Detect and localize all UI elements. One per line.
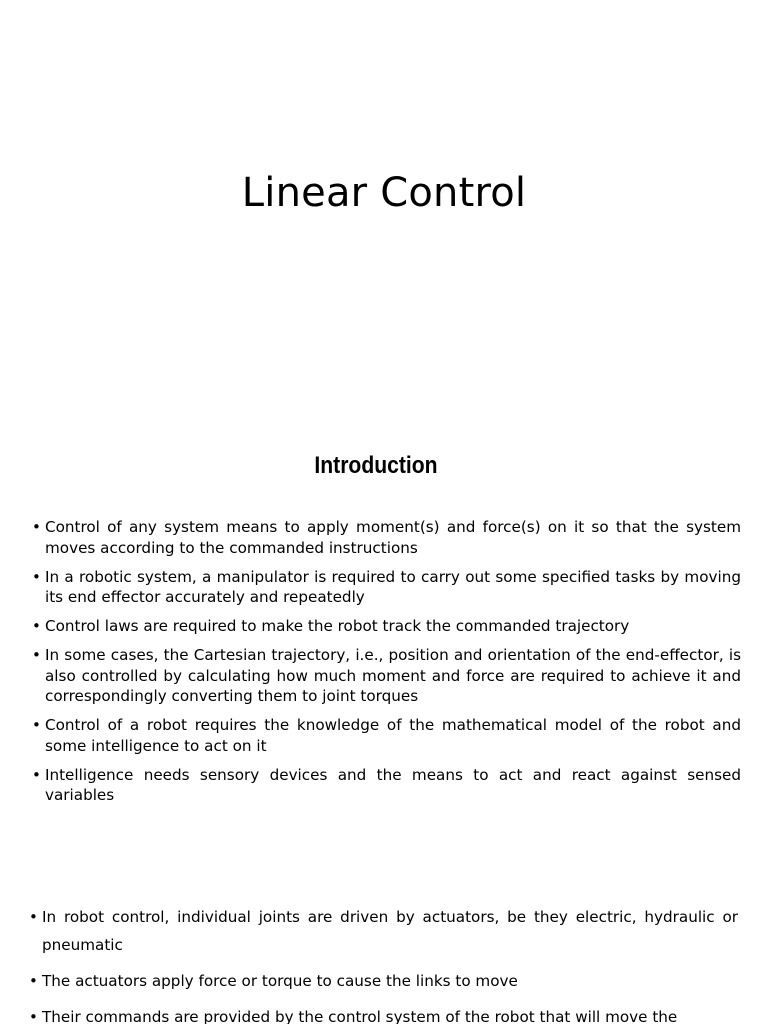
bullet-text: In a robotic system, a manipulator is required to carry out some specified tasks by moving its end effector accurately and repeatedly bbox=[45, 567, 741, 606]
bullet-icon: • bbox=[32, 567, 41, 586]
list-item bbox=[29, 967, 738, 995]
bullet-text: In some cases, the Cartesian trajectory, i.e., position and orientation of the end-effector, is also controlled by calculating how much moment and force are required to achieve it and correspondingly converting them to joint torques bbox=[45, 646, 741, 705]
bullet-icon: • bbox=[29, 1008, 38, 1024]
bullet-icon: • bbox=[32, 518, 41, 536]
intro-bullet-list bbox=[32, 517, 741, 814]
list-item bbox=[32, 715, 741, 756]
bullet-icon: • bbox=[29, 972, 38, 990]
list-item bbox=[29, 903, 738, 959]
bullet-icon: • bbox=[29, 908, 38, 926]
slide-title: Linear Control bbox=[241, 170, 527, 216]
bullet-text: Their commands are provided by the control system of the robot that will move the bbox=[42, 1008, 678, 1024]
list-item bbox=[29, 1003, 738, 1024]
bullet-icon: • bbox=[32, 617, 41, 635]
bullet-icon: • bbox=[32, 765, 41, 784]
list-item bbox=[32, 517, 741, 558]
list-item bbox=[32, 567, 741, 608]
actuator-bullet-list bbox=[29, 903, 738, 1024]
bullet-text: Intelligence needs sensory devices and the means to act and react against sensed variables bbox=[45, 765, 741, 804]
list-item bbox=[32, 645, 741, 707]
bullet-icon: • bbox=[32, 646, 41, 664]
bullet-text: In robot control, individual joints are driven by actuators, be they electric, hydraulic or pneumatic bbox=[42, 908, 738, 954]
section-heading: Introduction bbox=[314, 452, 438, 479]
bullet-text: Control of any system means to apply moment(s) and force(s) on it so that the system moves according to the commanded instructions bbox=[45, 518, 741, 557]
bullet-text: Control laws are required to make the robot track the commanded trajectory bbox=[45, 617, 630, 635]
list-item bbox=[32, 616, 741, 637]
list-item bbox=[32, 765, 741, 806]
bullet-text: The actuators apply force or torque to cause the links to move bbox=[42, 972, 518, 990]
bullet-text: Control of a robot requires the knowledge of the mathematical model of the robot and some intelligence to act on it bbox=[45, 716, 741, 755]
bullet-icon: • bbox=[32, 716, 41, 734]
